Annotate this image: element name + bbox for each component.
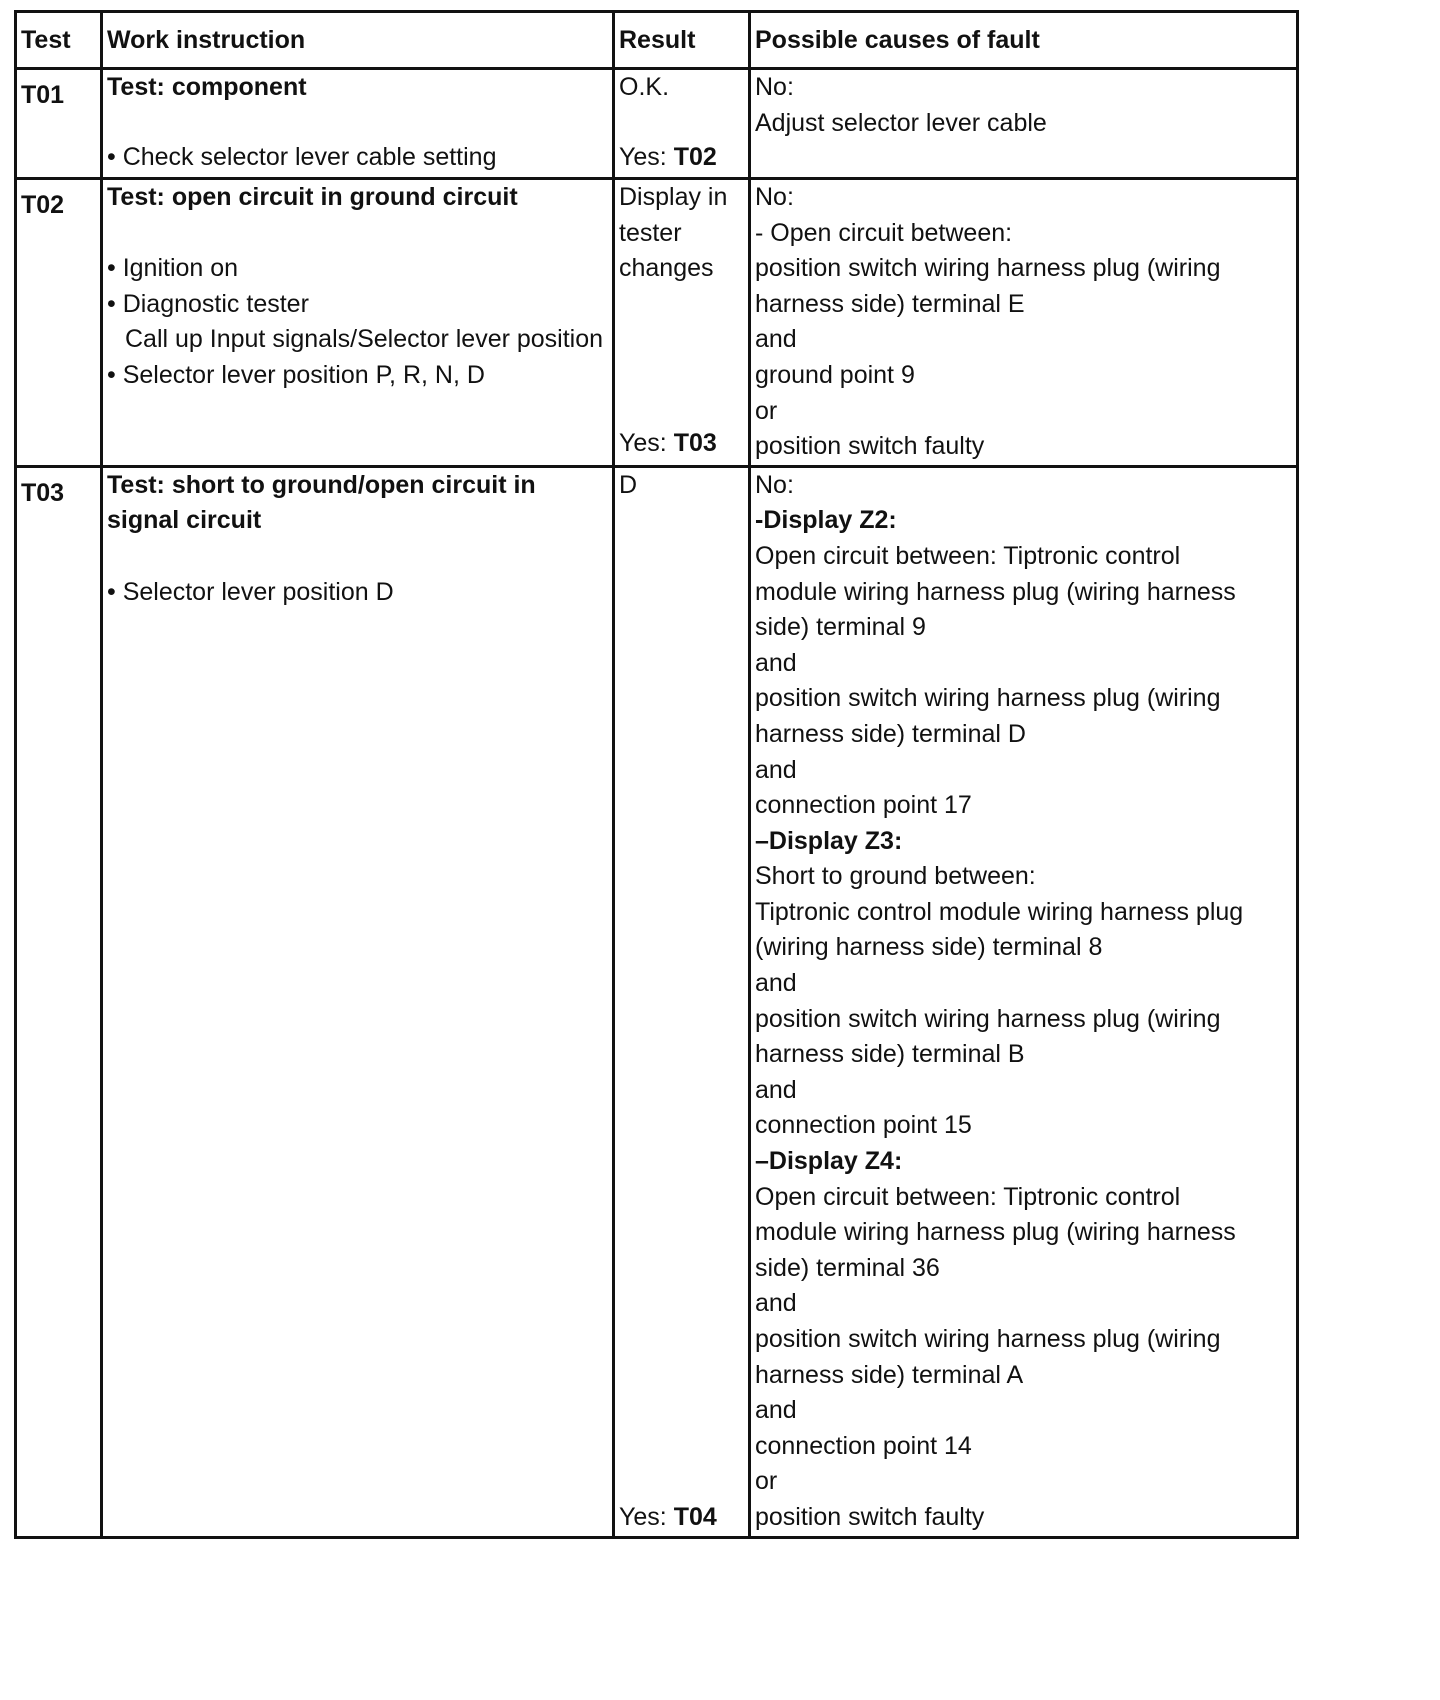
- table-row-t02: [16, 179, 1298, 467]
- next-test-link: T03: [673, 429, 717, 458]
- cause-line: module wiring harness plug (wiring harness: [755, 1218, 1236, 1247]
- test-title: signal circuit: [107, 506, 262, 535]
- instruction-step: • Check selector lever cable setting: [107, 143, 497, 172]
- cause-line: Adjust selector lever cable: [755, 108, 1047, 137]
- work-instruction-cell: [102, 466, 614, 1537]
- work-instruction-cell: [102, 179, 614, 467]
- cause-line: Open circuit between: Tiptronic control: [755, 1182, 1181, 1211]
- cause-line: position switch faulty: [755, 432, 985, 461]
- cause-line: or: [755, 1467, 778, 1496]
- cause-line: connection point 17: [755, 791, 972, 820]
- cause-line: (wiring harness side) terminal 8: [755, 933, 1103, 962]
- no-label: No:: [755, 470, 794, 499]
- result-yes: [619, 426, 744, 462]
- result-yes: [619, 140, 744, 176]
- cause-line: side) terminal 36: [755, 1253, 940, 1282]
- result-cell: [614, 466, 750, 1537]
- cause-line: module wiring harness plug (wiring harness: [755, 577, 1236, 606]
- table-header-row: [16, 12, 1298, 69]
- causes-cell: [750, 69, 1298, 179]
- cause-line: position switch wiring harness plug (wiring: [755, 254, 1221, 283]
- cause-line: and: [755, 755, 797, 784]
- instruction-step: • Diagnostic tester: [107, 289, 309, 318]
- display-z3-label: –Display Z3:: [755, 826, 903, 855]
- cause-line: harness side) terminal A: [755, 1360, 1024, 1389]
- instruction-step: • Ignition on: [107, 254, 239, 283]
- cause-line: position switch wiring harness plug (wiring: [755, 684, 1221, 713]
- cause-line: ground point 9: [755, 360, 915, 389]
- header-work-instruction: Work instruction: [102, 12, 614, 69]
- cause-line: position switch faulty: [755, 1502, 985, 1531]
- header-result: Result: [614, 12, 750, 69]
- instruction-step: Call up Input signals/Selector lever position: [125, 325, 604, 354]
- cause-line: Open circuit between: Tiptronic control: [755, 541, 1181, 570]
- result-cell: [614, 179, 750, 467]
- result-text: O.K.: [619, 73, 670, 101]
- cause-line: - Open circuit between:: [755, 218, 1013, 247]
- no-label: No:: [755, 73, 794, 101]
- cause-line: and: [755, 648, 797, 677]
- header-test: Test: [16, 12, 102, 69]
- cause-line: and: [755, 1075, 797, 1104]
- table-row-t03: [16, 466, 1298, 1537]
- result-cell: [614, 69, 750, 179]
- causes-cell: [750, 466, 1298, 1537]
- display-z4-label: –Display Z4:: [755, 1147, 903, 1176]
- next-test-link: T04: [673, 1502, 717, 1531]
- cause-line: Short to ground between:: [755, 862, 1036, 891]
- header-possible-causes: Possible causes of fault: [750, 12, 1298, 69]
- cause-line: and: [755, 1396, 797, 1425]
- result-text: tester: [619, 218, 682, 247]
- cause-line: connection point 15: [755, 1111, 972, 1140]
- cause-line: Tiptronic control module wiring harness plug: [755, 897, 1244, 926]
- yes-prefix: Yes:: [619, 143, 674, 172]
- cause-line: and: [755, 1289, 797, 1318]
- test-title: Test: short to ground/open circuit in: [107, 470, 536, 499]
- result-text: changes: [619, 254, 714, 283]
- cause-line: connection point 14: [755, 1431, 972, 1460]
- result-text: D: [619, 470, 638, 499]
- work-instruction-cell: [102, 69, 614, 179]
- test-id: T03: [16, 466, 102, 1537]
- test-title: Test: open circuit in ground circuit: [107, 183, 518, 211]
- cause-line: or: [755, 396, 778, 425]
- instruction-step: • Selector lever position P, R, N, D: [107, 360, 485, 389]
- instruction-step: • Selector lever position D: [107, 577, 394, 606]
- cause-line: and: [755, 325, 797, 354]
- cause-line: side) terminal 9: [755, 613, 926, 642]
- result-text: Display in: [619, 183, 728, 211]
- yes-prefix: Yes:: [619, 1502, 674, 1531]
- cause-line: position switch wiring harness plug (wiring: [755, 1325, 1221, 1353]
- test-id: T02: [16, 179, 102, 467]
- test-id: T01: [16, 69, 102, 179]
- cause-line: harness side) terminal E: [755, 289, 1025, 318]
- cause-line: harness side) terminal D: [755, 719, 1026, 748]
- next-test-link: T02: [673, 143, 717, 172]
- causes-cell: [750, 179, 1298, 467]
- cause-line: and: [755, 969, 797, 998]
- cause-line: position switch wiring harness plug (wiring: [755, 1004, 1221, 1033]
- table-row-t01: [16, 69, 1298, 179]
- result-yes: [619, 1500, 717, 1536]
- no-label: No:: [755, 183, 794, 211]
- test-title: Test: component: [107, 73, 307, 101]
- cause-line: harness side) terminal B: [755, 1040, 1025, 1069]
- diagnostic-test-table: [14, 10, 1299, 1539]
- display-z2-label: -Display Z2:: [755, 506, 897, 535]
- yes-prefix: Yes:: [619, 429, 674, 458]
